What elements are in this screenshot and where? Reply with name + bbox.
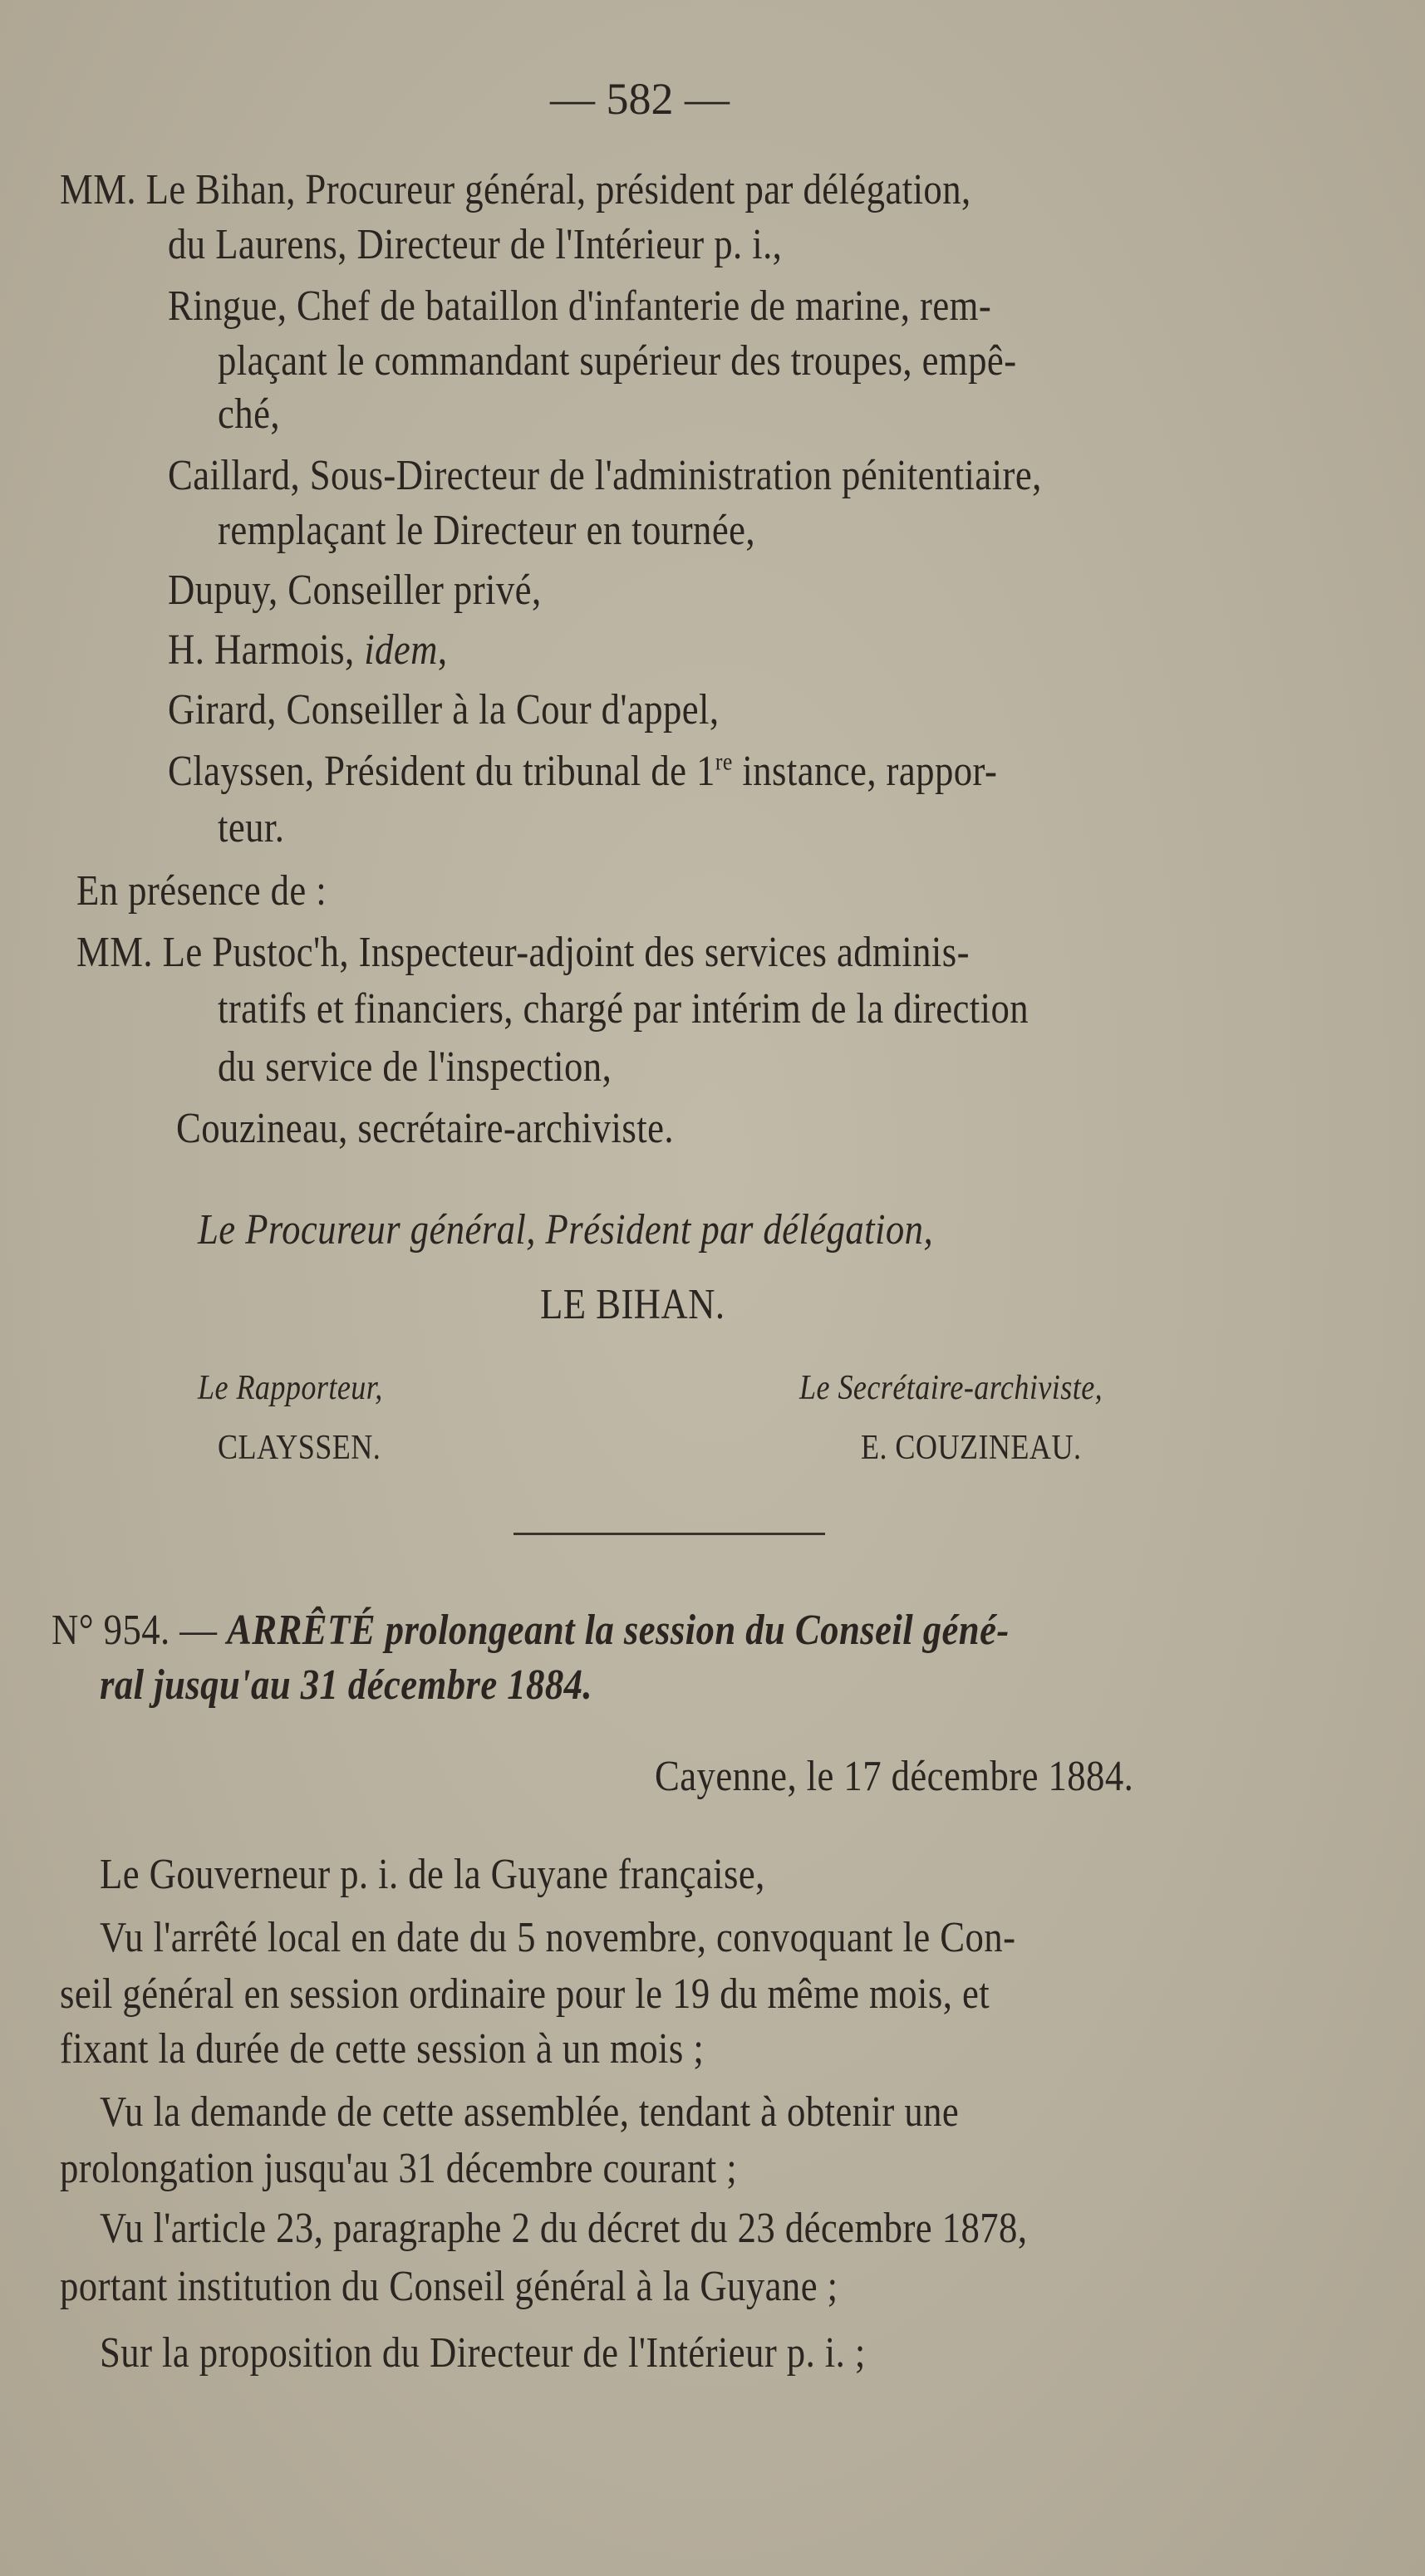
member-line-11-b: instance, rappor-: [732, 748, 998, 795]
member-line-12: teur.: [218, 804, 285, 851]
member-line-9-comma: ,: [437, 626, 448, 674]
arrete-title-1: ARRÊTÉ prolongeant la session du Conseil géné-: [227, 1607, 1010, 1654]
presence-line-2: tratifs et financiers, chargé par intérim de la direction: [218, 985, 1029, 1033]
arrete-place-date: Cayenne, le 17 décembre 1884.: [655, 1753, 1134, 1800]
presence-heading: En présence de :: [76, 867, 327, 915]
signature-rapporteur-name: CLAYSSEN.: [218, 1429, 381, 1467]
arrete-body-6: Vu l'article 23, paragraphe 2 du décret du 23 décembre 1878,: [100, 2205, 1028, 2252]
arrete-heading-line-1: [52, 1603, 1010, 1658]
member-line-1: MM. Le Bihan, Procureur général, président par délégation,: [60, 166, 971, 213]
arrete-body-5: prolongation jusqu'au 31 décembre courant ;: [60, 2145, 738, 2192]
signature-secretaire-title: Le Secrétaire-archiviste,: [799, 1369, 1103, 1407]
page-number: — 582 —: [550, 74, 730, 124]
presence-line-1: MM. Le Pustoc'h, Inspecteur-adjoint des services adminis-: [76, 929, 970, 976]
member-line-9-idem: idem: [364, 626, 438, 674]
presence-line-3: du service de l'inspection,: [218, 1043, 612, 1091]
presence-line-4: Couzineau, secrétaire-archiviste.: [176, 1105, 674, 1152]
member-line-2: du Laurens, Directeur de l'Intérieur p. i.,: [168, 221, 783, 268]
section-divider: [513, 1533, 825, 1535]
arrete-governor: Le Gouverneur p. i. de la Guyane française,: [100, 1851, 765, 1898]
signature-secretaire-name: E. COUZINEAU.: [861, 1429, 1082, 1467]
arrete-body-7: portant institution du Conseil général à la Guyane ;: [60, 2263, 838, 2310]
member-line-11: [168, 744, 997, 799]
member-line-10: Girard, Conseiller à la Cour d'appel,: [168, 686, 720, 734]
arrete-body-2: seil général en session ordinaire pour le 19 du même mois, et: [60, 1970, 990, 2018]
member-line-11-sup: re: [715, 748, 733, 776]
member-line-9-prefix: H. Harmois,: [168, 626, 365, 674]
arrete-number: N° 954. —: [52, 1607, 228, 1654]
arrete-body-1: Vu l'arrêté local en date du 5 novembre, convoquant le Con-: [100, 1914, 1016, 1961]
signature-procureur-title: Le Procureur général, Président par délégation,: [198, 1206, 934, 1254]
arrete-body-8: Sur la proposition du Directeur de l'Intérieur p. i. ;: [100, 2329, 866, 2377]
member-line-6: Caillard, Sous-Directeur de l'administration pénitentiaire,: [168, 452, 1042, 499]
member-line-3: Ringue, Chef de bataillon d'infanterie de marine, rem-: [168, 282, 992, 330]
arrete-body-4: Vu la demande de cette assemblée, tendant à obtenir une: [100, 2088, 960, 2136]
member-line-5: ché,: [218, 390, 280, 438]
member-line-11-a: Clayssen, Président du tribunal de 1: [168, 748, 715, 795]
member-line-4: plaçant le commandant supérieur des troupes, empê-: [218, 337, 1017, 385]
signature-procureur-name: LE BIHAN.: [540, 1281, 725, 1328]
member-line-8: Dupuy, Conseiller privé,: [168, 567, 542, 614]
signature-rapporteur-title: Le Rapporteur,: [198, 1369, 383, 1407]
member-line-7: remplaçant le Directeur en tournée,: [218, 507, 756, 554]
arrete-body-3: fixant la durée de cette session à un mois ;: [60, 2025, 705, 2073]
arrete-heading-line-2: ral jusqu'au 31 décembre 1884.: [100, 1661, 593, 1709]
member-line-9: [168, 623, 447, 678]
